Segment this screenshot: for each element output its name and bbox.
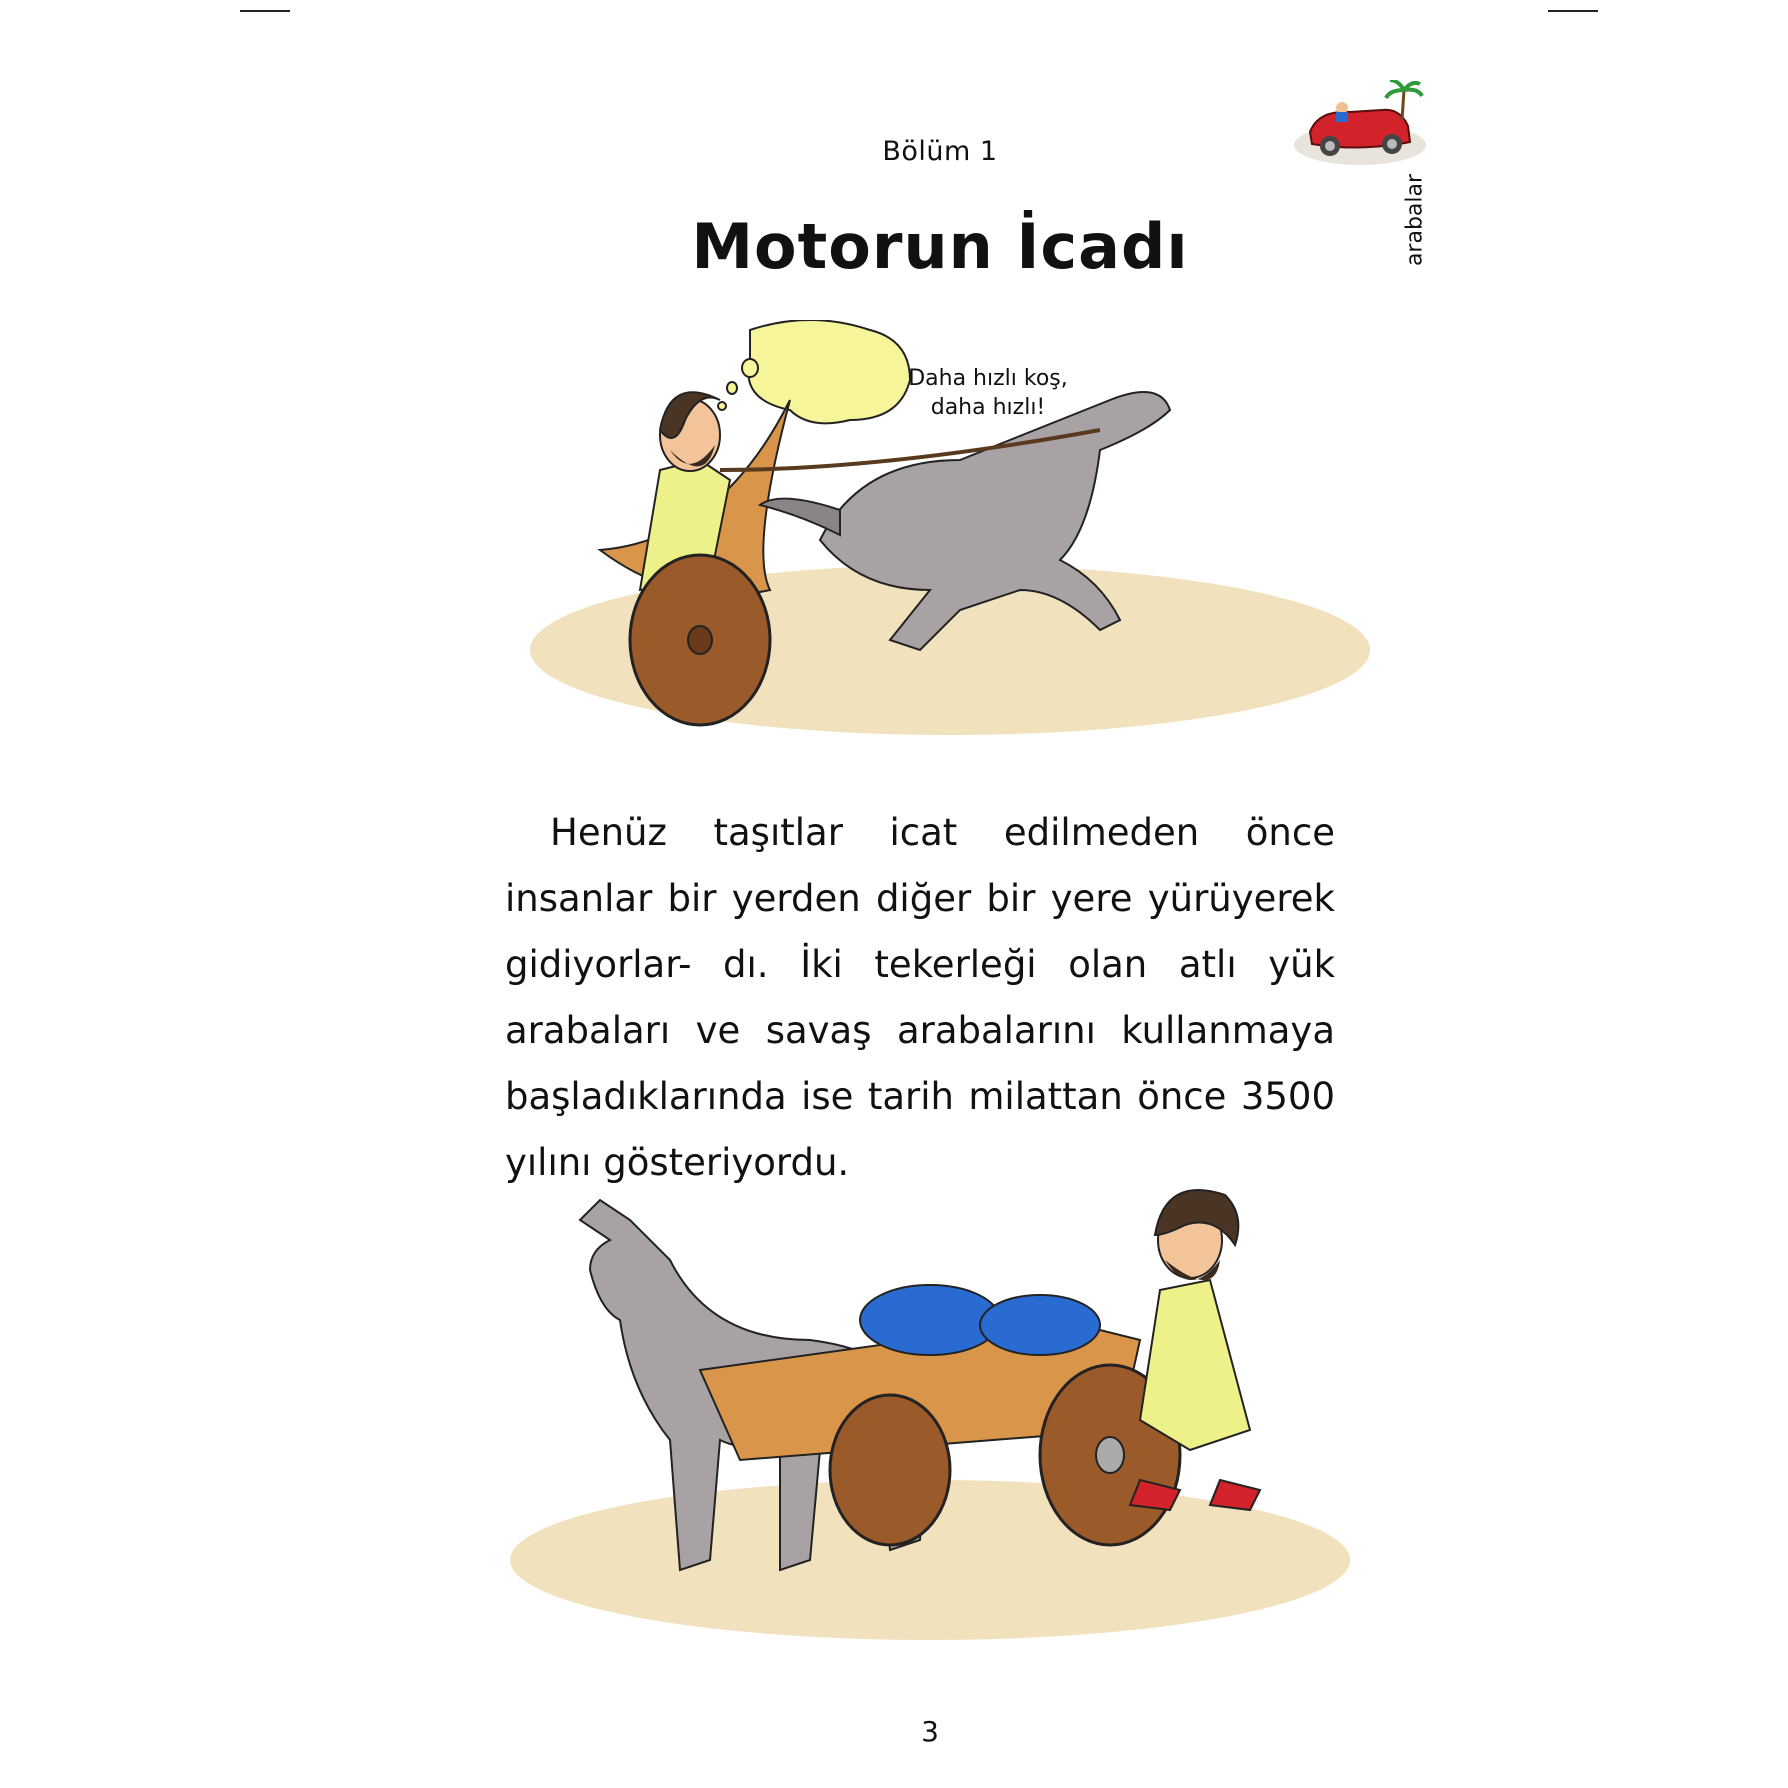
crop-mark-left (240, 10, 290, 12)
side-tab-label: arabalar (1402, 173, 1428, 266)
red-car-icon (1290, 80, 1430, 170)
chapter-label: Bölüm 1 (882, 136, 998, 167)
page-number: 3 (921, 1715, 939, 1748)
crop-mark-right (1548, 10, 1598, 12)
speech-line-2: daha hızlı! (930, 395, 1046, 420)
side-tab (1400, 172, 1430, 267)
speech-bubble (888, 364, 1088, 422)
page-title: Motorun İcadı (691, 210, 1189, 283)
body-paragraph: Henüz taşıtlar icat edilmeden önce insanlar bir yerden diğer bir yere yürüyerek gidiyorlar- dı. İki tekerleği olan atlı yük arabaları ve savaş arabalarını kullanmaya başladıklarında ise tarih milattan önce 3500 yılını gösteriyordu. (505, 811, 1335, 1184)
speech-line-1: Daha hızlı koş, (908, 366, 1068, 391)
horse-cart-illustration (500, 1180, 1360, 1660)
